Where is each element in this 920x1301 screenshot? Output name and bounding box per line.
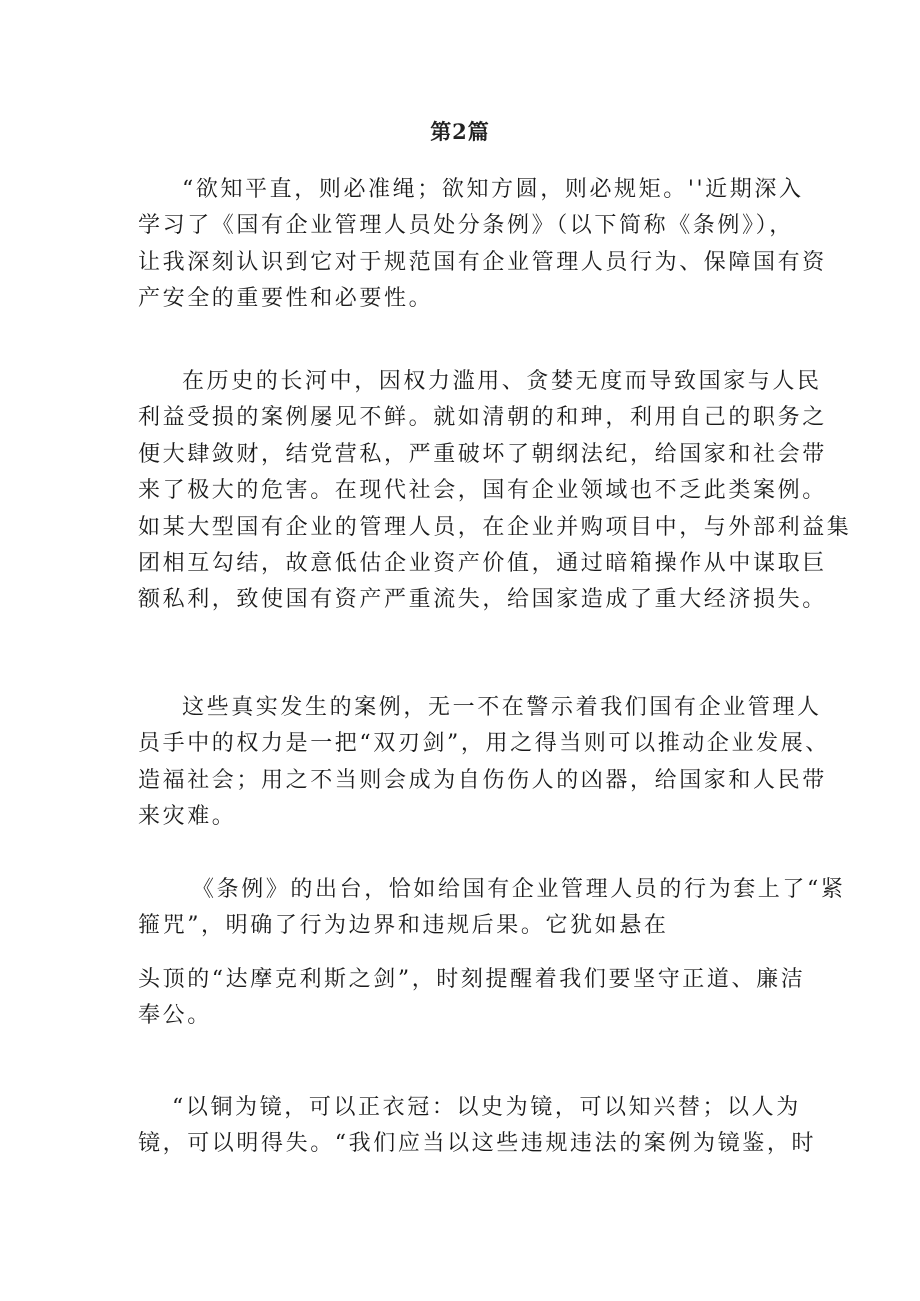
paragraph-line: 这些真实发生的案例，无一不在警示着我们国有企业管理人 <box>182 695 822 720</box>
paragraph-line: 在历史的长河中，因权力滥用、贪婪无度而导致国家与人民 <box>182 369 822 394</box>
paragraph-line: 奉公。 <box>138 1003 212 1029</box>
paragraph-6 <box>138 1090 817 1163</box>
paragraph-line: 学习了《国有企业管理人员处分条例》（以下简称《条例》）， <box>138 213 794 239</box>
paragraph-line: “欲知平直，则必准绳；欲知方圆，则必规矩。''近期深入 <box>182 177 804 202</box>
paragraph-line: 《条例》的出台，恰如给国有企业管理人员的行为套上了“紧 <box>192 877 846 902</box>
paragraph-line: 便大肆敛财，结党营私，严重破坏了朝纲法纪，给国家和社会带 <box>138 441 827 467</box>
paragraph-1 <box>138 172 827 318</box>
paragraph-line: 来了极大的危害。在现代社会，国有企业领域也不乏此类案例。 <box>138 478 827 504</box>
paragraph-line: 头顶的“达摩克利斯之剑”，时刻提醒着我们要坚守正道、廉洁 <box>138 967 806 992</box>
paragraph-line: 产安全的重要性和必要性。 <box>138 286 434 312</box>
paragraph-line: 箍咒”，明确了行为边界和违规后果。它犹如悬在 <box>138 913 669 939</box>
paragraph-line: 额私利，致使国有资产严重流失，给国家造成了重大经济损失。 <box>138 587 827 613</box>
paragraph-line: 造福社会；用之不当则会成为自伤伤人的凶器，给国家和人民带 <box>138 767 827 793</box>
document-title: 第2篇 <box>430 119 490 144</box>
paragraph-line: 镜，可以明得失。“我们应当以这些违规违法的案例为镜鉴，时 <box>138 1131 817 1157</box>
paragraph-line: 如某大型国有企业的管理人员，在企业并购项目中，与外部利益集 <box>138 514 852 540</box>
paragraph-3 <box>138 690 830 836</box>
paragraph-4 <box>138 872 846 945</box>
paragraph-line: 利益受损的案例屡见不鲜。就如清朝的和珅，利用自己的职务之 <box>138 405 827 431</box>
paragraph-line: “以铜为镜，可以正衣冠：以史为镜，可以知兴替；以人为 <box>172 1095 801 1120</box>
paragraph-line: 团相互勾结，故意低估企业资产价值，通过暗箱操作从中谋取巨 <box>138 551 827 577</box>
paragraph-5 <box>138 962 806 1035</box>
paragraph-line: 让我深刻认识到它对于规范国有企业管理人员行为、保障国有资 <box>138 249 827 275</box>
paragraph-line: 员手中的权力是一把“双刃剑”，用之得当则可以推动企业发展、 <box>138 731 830 757</box>
paragraph-2 <box>138 364 852 619</box>
paragraph-line: 来灾难。 <box>138 804 237 830</box>
